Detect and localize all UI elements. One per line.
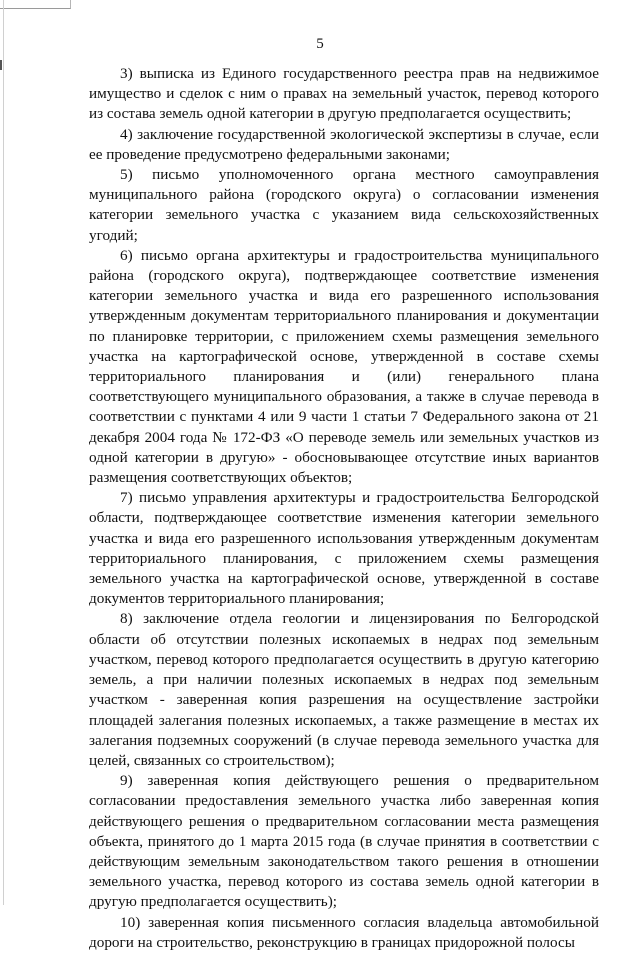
scan-mark bbox=[0, 60, 2, 70]
list-item-7: 7) письмо управления архитектуры и градостроительства Белгородской области, подтверждающее соответствие изменения категории земельного участка и вида его разрешенного использования утвержденным документам территориального планирования, с приложением схемы размещения земельного участка на картографической основе, утвержденной в составе документов территориального планирования; bbox=[89, 489, 599, 608]
scan-border-top bbox=[0, 0, 71, 9]
list-item-6: 6) письмо органа архитектуры и градостроительства муниципального района (городского округа), подтверждающее соответствие изменения категории земельного участка и вида его разрешенного использования утвержденным документам территориального планирования и документации по планировке территории, с приложением схемы размещения земельного участка на картографической основе, утвержденной в составе схемы территориального планирования и (или) генерального плана соответствующего муниципального образования, а также в случае перевода в соответствии с пунктами 4 или 9 части 1 статьи 7 Федерального закона от 21 декабря 2004 года № 172-ФЗ «О переводе земель или земельных участков из одной категории в другую» - обосновывающее отсутствие иных вариантов размещения соответствующих объектов; bbox=[89, 246, 599, 487]
list-item-8: 8) заключение отдела геологии и лицензирования по Белгородской области об отсутствии полезных ископаемых в недрах под земельным участком, перевод которого предполагается осуществить в другую категорию земель, а при наличии полезных ископаемых в недрах под земельным участком - заверенная копия разрешения на осуществление застройки площадей залегания полезных ископаемых, а также размещение в местах их залегания подземных сооружений (в случае перевода земельного участка для целей, связанных со строительством); bbox=[89, 610, 599, 769]
scan-border-left bbox=[3, 0, 4, 905]
list-item-9: 9) заверенная копия действующего решения о предварительном согласовании предоставления земельного участка либо заверенная копия действующего решения о предварительном согласовании места размещения объекта, принятого до 1 марта 2015 года (в случае принятия в соответствии с действующим земельным законодательством такого решения в отношении земельного участка, перевод которого из состава земель одной категории в другую предполагается осуществить); bbox=[89, 772, 599, 911]
document-body bbox=[89, 64, 599, 953]
list-item-3: 3) выписка из Единого государственного реестра прав на недвижимое имущество и сделок с ним о правах на земельный участок, перевод которого из состава земель одной категории в другую предполагается осуществить; bbox=[89, 65, 599, 123]
list-item-5: 5) письмо уполномоченного органа местного самоуправления муниципального района (городского округа) о согласовании изменения категории земельного участка с указанием вида сельскохозяйственных угодий; bbox=[89, 166, 599, 244]
list-item-4: 4) заключение государственной экологической экспертизы в случае, если ее проведение предусмотрено федеральными законами; bbox=[89, 125, 599, 163]
page-number: 5 bbox=[316, 36, 324, 52]
list-item-10: 10) заверенная копия письменного согласия владельца автомобильной дороги на строительство, реконструкцию в границах придорожной полосы bbox=[89, 913, 599, 951]
